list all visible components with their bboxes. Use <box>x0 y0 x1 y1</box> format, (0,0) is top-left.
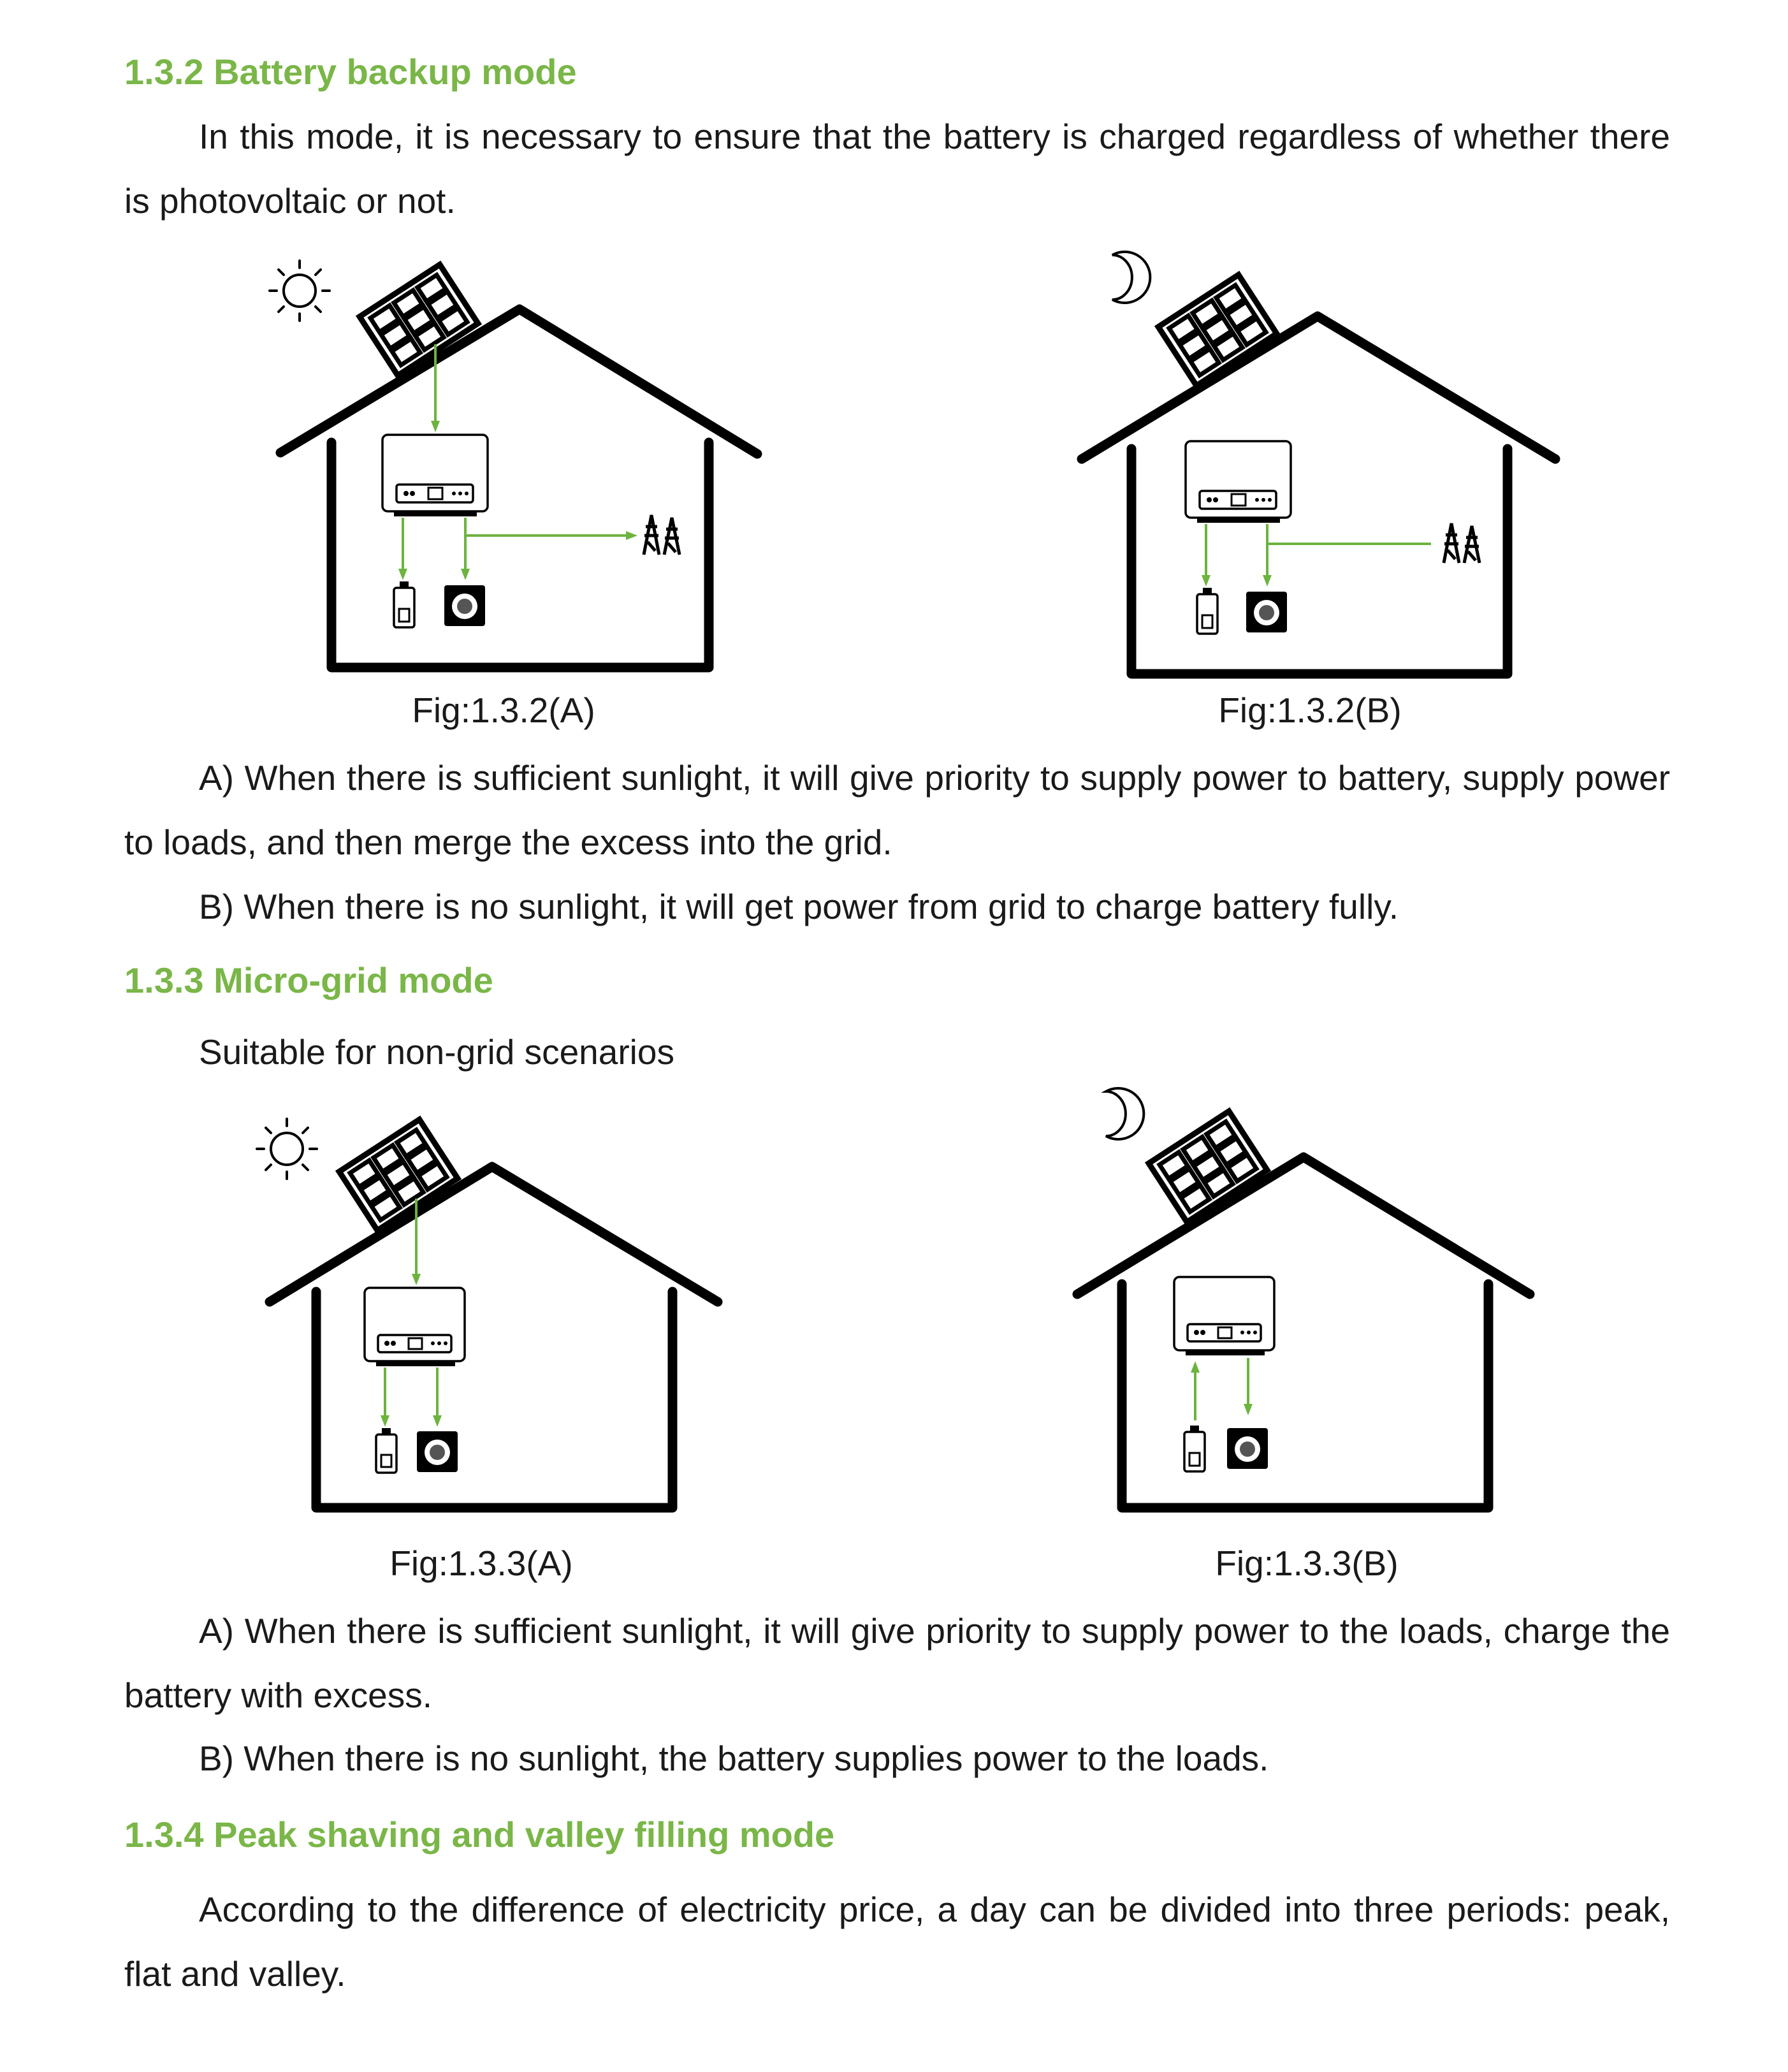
flow-arrow-battery-to-inverter <box>1191 1361 1200 1420</box>
section-1-3-3-item-b: B) When there is no sunlight, the battery supplies power to the loads. <box>199 1739 1269 1778</box>
figure-caption-1-3-2-a: Fig:1.3.2(A) <box>412 690 595 730</box>
section-1-3-2-item-a: A) When there is sufficient sunlight, it will give priority to supply power to battery, supply power to loads, and then merge the excess into the grid. <box>124 758 1670 862</box>
section-1-3-2-intro: In this mode, it is necessary to ensure that the battery is charged regardless of whether there is photovoltaic or not. <box>124 117 1670 221</box>
section-heading-1-3-3: 1.3.3 Micro-grid mode <box>124 960 493 1000</box>
section-heading-1-3-4: 1.3.4 Peak shaving and valley filling mode <box>124 1814 835 1855</box>
section-heading-1-3-2: 1.3.2 Battery backup mode <box>124 52 577 92</box>
inverter-icon <box>1174 1277 1274 1355</box>
section-1-3-3-intro: Suitable for non-grid scenarios <box>199 1032 674 1072</box>
moon-icon <box>1106 1088 1144 1139</box>
load-appliance-icon <box>1227 1428 1268 1469</box>
house-outline <box>1077 1157 1530 1508</box>
solar-panel-icon <box>1149 1111 1267 1222</box>
flow-arrow-inverter-to-load <box>1244 1358 1253 1415</box>
battery-icon <box>1184 1426 1205 1471</box>
figure-caption-1-3-3-b: Fig:1.3.3(B) <box>1215 1543 1399 1583</box>
figure-caption-1-3-2-b: Fig:1.3.2(B) <box>1218 690 1402 730</box>
section-1-3-3-item-a: A) When there is sufficient sunlight, it will give priority to supply power to the loads, charge the battery with excess. <box>124 1611 1670 1715</box>
section-1-3-2-item-b: B) When there is no sunlight, it will get power from grid to charge battery fully. <box>199 887 1399 926</box>
figure-caption-1-3-3-a: Fig:1.3.3(A) <box>389 1543 573 1583</box>
section-1-3-4-intro: According to the difference of electricity price, a day can be divided into three periods: peak, flat and valley. <box>124 1890 1670 1994</box>
